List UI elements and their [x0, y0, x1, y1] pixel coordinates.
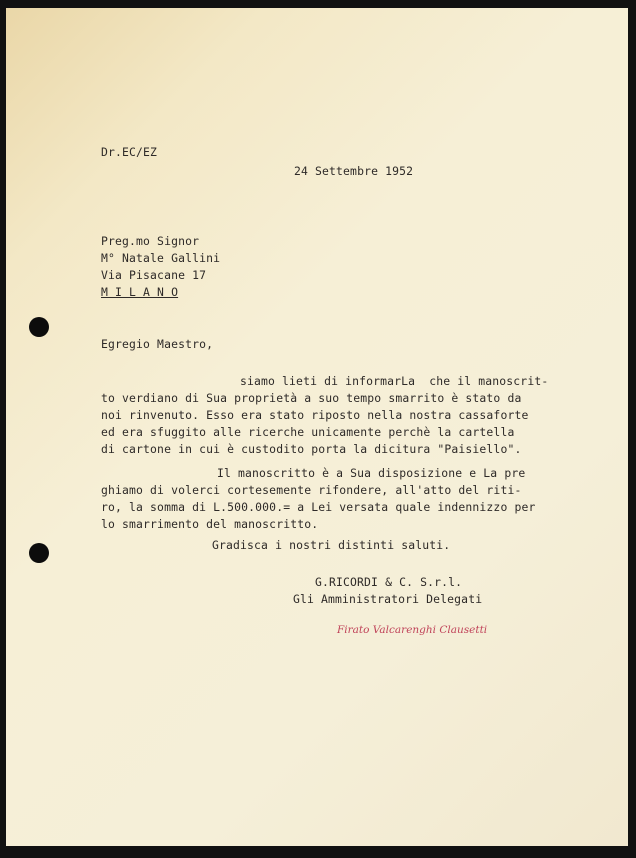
recipient-city: M I L A N O — [101, 285, 179, 299]
paragraph2-line: ghiamo di volerci cortesemente rifondere, all'atto del riti- — [101, 483, 522, 497]
recipient-line: Via Pisacane 17 — [101, 268, 207, 282]
punch-hole-top — [29, 317, 49, 337]
paragraph1-line: to verdiano di Sua proprietà a suo tempo smarrito è stato da — [101, 391, 522, 405]
company-name: G.RICORDI & C. S.r.l. — [315, 575, 463, 589]
closing-line: Gradisca i nostri distinti saluti. — [212, 538, 451, 552]
letter-date: 24 Settembre 1952 — [294, 164, 414, 178]
punch-hole-bottom — [29, 543, 49, 563]
letter-page — [6, 8, 628, 846]
reference-code: Dr.EC/EZ — [101, 145, 158, 159]
paragraph2-line: ro, la somma di L.500.000.= a Lei versata quale indennizzo per — [101, 500, 536, 514]
paragraph1-line: siamo lieti di informarLa che il manoscrit- — [240, 374, 549, 388]
paragraph1-line: noi rinvenuto. Esso era stato riposto nella nostra cassaforte — [101, 408, 529, 422]
paragraph1-line: di cartone in cui è custodito porta la dicitura "Paisiello". — [101, 442, 522, 456]
paragraph2-line: lo smarrimento del manoscritto. — [101, 517, 319, 531]
recipient-line: Preg.mo Signor — [101, 234, 200, 248]
signature-stamp: Firato Valcarenghi Clausetti — [337, 624, 488, 636]
salutation: Egregio Maestro, — [101, 337, 214, 351]
signatory-title: Gli Amministratori Delegati — [293, 592, 483, 606]
recipient-line: M° Natale Gallini — [101, 251, 221, 265]
paragraph2-line: Il manoscritto è a Sua disposizione e La pre — [217, 466, 526, 480]
paragraph1-line: ed era sfuggito alle ricerche unicamente perchè la cartella — [101, 425, 515, 439]
